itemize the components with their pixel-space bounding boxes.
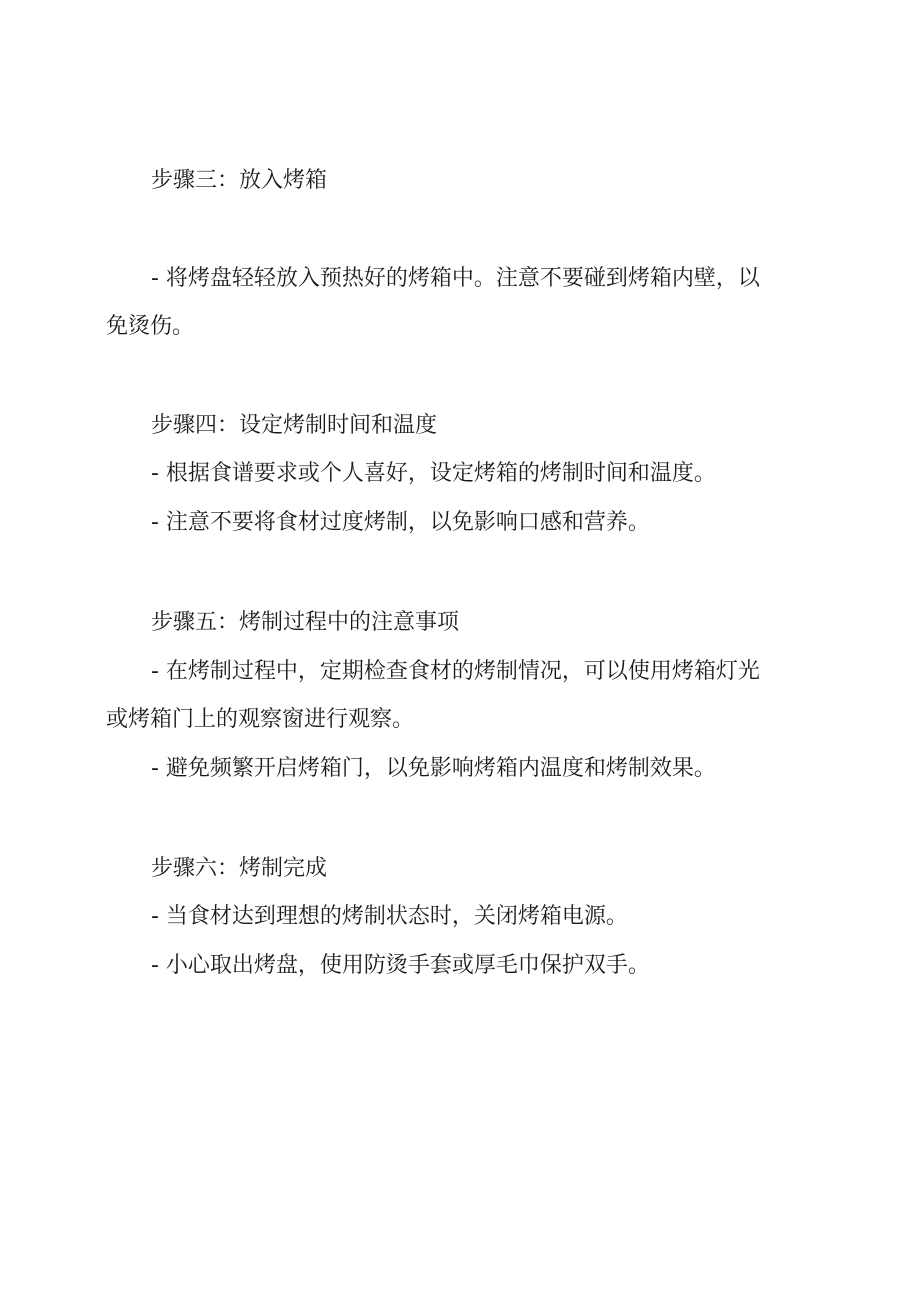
paragraph-line: 免烫伤。 bbox=[106, 314, 195, 339]
paragraph-line: - 注意不要将食材过度烤制，以免影响口感和营养。 bbox=[151, 510, 650, 535]
paragraph-line: - 在烤制过程中，定期检查食材的烤制情况，可以使用烤箱灯光 bbox=[151, 659, 760, 684]
paragraph-line: - 根据食谱要求或个人喜好，设定烤箱的烤制时间和温度。 bbox=[151, 461, 716, 486]
paragraph-line: 或烤箱门上的观察窗进行观察。 bbox=[106, 707, 415, 732]
section-heading: 步骤三：放入烤箱 bbox=[151, 168, 328, 193]
paragraph-line: - 将烤盘轻轻放入预热好的烤箱中。注意不要碰到烤箱内壁，以 bbox=[151, 266, 760, 291]
paragraph-line: - 当食材达到理想的烤制状态时，关闭烤箱电源。 bbox=[151, 904, 628, 929]
paragraph-line: - 小心取出烤盘，使用防烫手套或厚毛巾保护双手。 bbox=[151, 953, 650, 978]
section-heading: 步骤六：烤制完成 bbox=[151, 856, 328, 881]
paragraph-line: - 避免频繁开启烤箱门，以免影响烤箱内温度和烤制效果。 bbox=[151, 756, 716, 781]
section-heading: 步骤五：烤制过程中的注意事项 bbox=[151, 610, 460, 635]
section-heading: 步骤四：设定烤制时间和温度 bbox=[151, 413, 438, 438]
